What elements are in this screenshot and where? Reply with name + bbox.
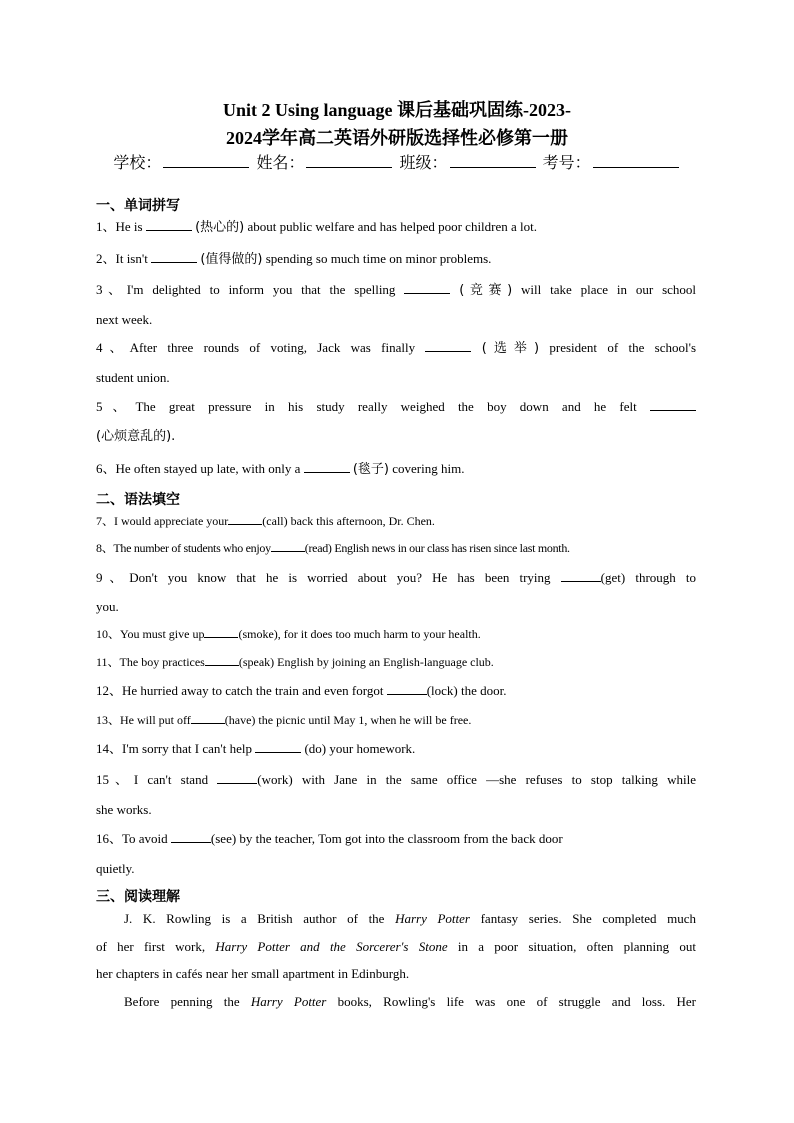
q8-text-end: (read) English news in our class has risen since last month. [304, 541, 570, 555]
q3-text: 3、I'm delighted to inform you that the spelling [96, 282, 396, 297]
section-heading-reading: 三、阅读理解 [96, 889, 180, 905]
class-blank[interactable] [450, 153, 536, 168]
title-line-2: 2024学年高二英语外研版选择性必修第一册 [226, 128, 568, 148]
q6-text-end: covering him. [392, 461, 465, 476]
q16-text-end: (see) by the teacher, Tom got into the classroom from the back door [210, 831, 563, 846]
question-4-continued: student union. [96, 370, 170, 385]
question-15 [96, 770, 696, 790]
passage-text: books, Rowling's life was one of struggle and loss. Her [337, 994, 697, 1009]
q7-text-end: (call) back this afternoon, Dr. Chen. [262, 514, 435, 528]
q1-blank[interactable] [146, 217, 192, 231]
question-13 [96, 710, 696, 730]
passage-text: Before penning the [124, 994, 240, 1009]
q12-blank[interactable] [387, 681, 427, 695]
q5-blank[interactable] [650, 397, 696, 411]
q8-blank[interactable] [271, 538, 305, 552]
q4-text: 4、After three rounds of voting, Jack was finally [96, 340, 416, 355]
question-11 [96, 652, 696, 672]
question-5 [96, 397, 696, 417]
q8-text: 8、The number of students who enjoy [96, 541, 271, 555]
school-blank[interactable] [163, 153, 249, 168]
q2-hint: (值得做的) [200, 252, 263, 267]
q4-text-end: president of the school's [549, 340, 696, 355]
passage-line-2 [96, 937, 696, 957]
q2-text: 2、It isn't [96, 251, 148, 266]
q1-text: 1、He is [96, 219, 143, 234]
q13-blank[interactable] [191, 710, 225, 724]
q12-text: 12、He hurried away to catch the train and even forgot [96, 683, 384, 698]
q6-hint: (毯子) [352, 462, 389, 477]
book-title: Harry Potter and the Sorcerer's Stone [215, 939, 448, 954]
passage-text: in a poor situation, often planning out [457, 939, 696, 954]
question-5-continued: (心烦意乱的). [96, 429, 176, 444]
question-3 [96, 280, 696, 301]
question-16-continued: quietly. [96, 861, 135, 876]
question-7 [96, 511, 696, 531]
q3-hint: (竞赛) [459, 283, 513, 298]
title-line-1: Unit 2 Using language 课后基础巩固练-2023- [222, 100, 572, 120]
q13-text-end: (have) the picnic until May 1, when he will be free. [224, 713, 472, 727]
question-1 [96, 217, 696, 238]
q15-blank[interactable] [217, 770, 257, 784]
q7-text: 7、I would appreciate your [96, 514, 229, 528]
q15-text-end: (work) with Jane in the same office —she refuses to stop talking while [257, 772, 696, 787]
passage-line-1 [124, 909, 696, 929]
q3-text-end: will take place in our school [521, 282, 697, 297]
q16-text: 16、To avoid [96, 831, 168, 846]
q6-text: 6、He often stayed up late, with only a [96, 461, 301, 476]
question-15-continued: she works. [96, 802, 152, 817]
q10-text: 10、You must give up [96, 627, 205, 641]
q14-text-end: (do) your homework. [304, 741, 416, 756]
number-blank[interactable] [593, 153, 679, 168]
passage-text: of her first work, [96, 939, 206, 954]
q10-blank[interactable] [204, 624, 238, 638]
passage-line-3: her chapters in cafés near her small apartment in Edinburgh. [96, 966, 410, 981]
q1-text-end: about public welfare and has helped poor children a lot. [247, 219, 538, 234]
book-series-title: Harry Potter [250, 994, 327, 1009]
school-label: 学校： [113, 153, 162, 172]
q9-text-end: (get) through to [600, 570, 697, 585]
question-12 [96, 681, 696, 701]
q16-blank[interactable] [171, 829, 211, 843]
student-info-row [0, 152, 794, 174]
q4-blank[interactable] [425, 338, 471, 352]
q7-blank[interactable] [228, 511, 262, 525]
q4-hint: (选举) [481, 341, 540, 356]
section-heading-grammar: 二、语法填空 [96, 492, 180, 508]
name-label: 姓名： [256, 153, 305, 172]
question-4 [96, 338, 696, 359]
q11-text: 11、The boy practices [96, 655, 205, 669]
question-3-continued: next week. [96, 312, 153, 327]
q10-text-end: (smoke), for it does too much harm to your health. [238, 627, 481, 641]
q5-text: 5、The great pressure in his study really weighed the boy down and he felt [96, 399, 637, 414]
q9-blank[interactable] [561, 568, 601, 582]
name-blank[interactable] [306, 153, 392, 168]
q1-hint: (热心的) [195, 220, 245, 235]
question-9-continued: you. [96, 599, 119, 614]
q11-text-end: (speak) English by joining an English-language club. [238, 655, 494, 669]
q14-blank[interactable] [255, 739, 301, 753]
question-14 [96, 739, 696, 759]
section-heading-vocabulary: 一、单词拼写 [96, 198, 180, 214]
q2-blank[interactable] [151, 249, 197, 263]
q6-blank[interactable] [304, 459, 350, 473]
q9-text: 9、Don't you know that he is worried about you? He has been trying [96, 570, 551, 585]
question-6 [96, 459, 696, 480]
q3-blank[interactable] [404, 280, 450, 294]
q14-text: 14、I'm sorry that I can't help [96, 741, 252, 756]
number-label: 考号： [542, 153, 591, 172]
question-10 [96, 624, 696, 644]
q2-text-end: spending so much time on minor problems. [265, 251, 492, 266]
passage-line-4 [124, 992, 696, 1012]
question-9 [96, 568, 696, 588]
question-16 [96, 829, 696, 849]
q13-text: 13、He will put off [96, 713, 191, 727]
passage-text: fantasy series. She completed much [480, 911, 696, 926]
q15-text: 15、I can't stand [96, 772, 209, 787]
book-series-title: Harry Potter [395, 911, 470, 926]
question-2 [96, 249, 696, 270]
q11-blank[interactable] [205, 652, 239, 666]
q12-text-end: (lock) the door. [426, 683, 507, 698]
question-8 [96, 538, 696, 558]
passage-text: J. K. Rowling is a British author of the [124, 911, 385, 926]
class-label: 班级： [399, 153, 448, 172]
